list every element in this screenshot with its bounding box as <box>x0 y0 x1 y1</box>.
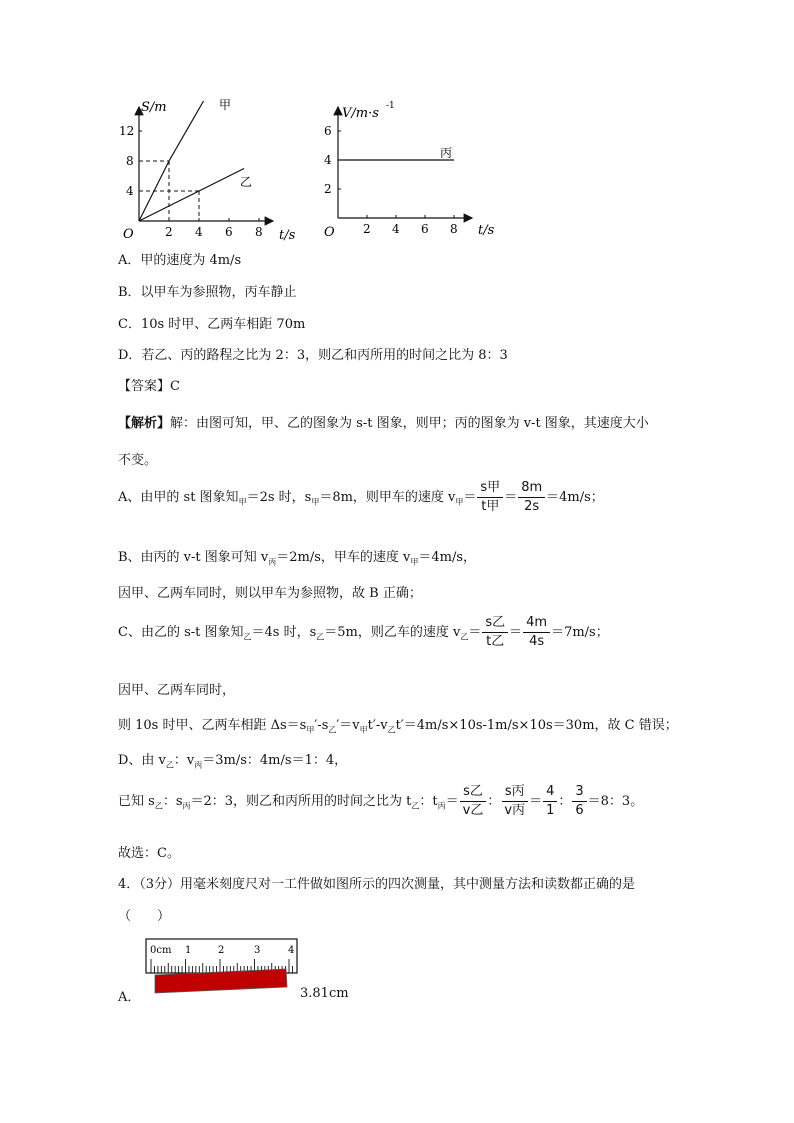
analysis-d2: 已知 $s_乙$：$s_丙=2$：3，则乙和丙所用的时间之比为 $t_乙$：$t_丙=$ $\frac{\text{s乙}}{\text{v乙}}$ ： $\frac{\text{s丙}}{\text{v丙}}$ ＝ $\frac{4}{1}$ ： $\frac{3}{6}$ ＝8：3。 <box>118 784 644 818</box>
x-axis-label: t/s <box>478 223 495 238</box>
x-tick-label: 2 <box>363 222 371 236</box>
fraction: $\frac{8m}{2s}$ <box>518 481 545 514</box>
y-tick-label: 4 <box>126 184 134 198</box>
option-b: B．以甲车为参照物，丙车静止 <box>118 285 297 300</box>
q4-option-a: A． <box>118 990 141 1005</box>
fraction: $\frac{3}{6}$ <box>572 785 586 818</box>
analysis-line-1: 【解析】解：由图可知，甲、乙的图象为 s-t 图象，则甲；丙的图象为 v-t 图象，其速度大小 <box>118 416 649 431</box>
ruler-unit-label: 0cm <box>150 945 172 956</box>
series-line-1 <box>139 169 244 222</box>
analysis-line-2: 不变。 <box>118 453 158 468</box>
fraction: $\frac{4}{1}$ <box>543 785 557 818</box>
fraction: $\frac{4m}{4s}$ <box>523 616 550 649</box>
ruler-label-2: 2 <box>218 945 225 956</box>
fraction: $\frac{\text{s乙}}{\text{v乙}}$ <box>460 785 487 818</box>
x-tick-label: 2 <box>165 225 173 239</box>
analysis-d1: D、由 $v_乙$：$v_丙=3m/s$：4m/s＝1：4， <box>118 753 348 770</box>
answer: 【答案】C <box>118 379 180 394</box>
analysis-label: 【解析】 <box>118 416 171 431</box>
origin-label: O <box>324 225 335 240</box>
vt-graph <box>318 95 503 245</box>
y-axis-label-sup: -1 <box>386 101 395 111</box>
y-tick-label: 12 <box>119 124 135 138</box>
ruler-label-4: 4 <box>288 945 295 956</box>
option-a: A．甲的速度为 4m/s <box>118 253 242 268</box>
ruler-label-1: 1 <box>185 945 192 956</box>
series-label-jia: 甲 <box>219 98 232 112</box>
y-tick-label: 6 <box>324 124 332 138</box>
y-axis-label: V/m·s <box>342 106 379 121</box>
option-d: D．若乙、丙的路程之比为 2：3，则乙和丙所用的时间之比为 8：3 <box>118 348 508 363</box>
x-tick-label: 4 <box>392 222 400 236</box>
ruler-figure <box>140 935 310 997</box>
analysis-conclusion: 故选：C。 <box>118 846 180 861</box>
analysis-a: A、由甲的 st 图象知$_甲$＝2s 时，$s_甲=8m$，则甲车的速度 $v_甲=$ $\frac{\text{s甲}}{\text{t甲}}$ ＝ $\frac{8m}{2s}$ ＝4m/s； <box>118 480 604 514</box>
x-tick-label: 4 <box>195 225 203 239</box>
y-tick-label: 2 <box>324 182 332 196</box>
fraction: $\frac{\text{s乙}}{\text{t乙}}$ <box>482 616 508 649</box>
x-tick-label: 6 <box>421 222 429 236</box>
y-tick-label: 8 <box>126 154 134 168</box>
x-tick-label: 8 <box>255 225 263 239</box>
q4-paren: （ ） <box>118 909 171 924</box>
analysis-b1: B、由丙的 v-t 图象可知 $v_丙=2m/s$，甲车的速度 $v_甲=4m/s$， <box>118 550 477 567</box>
x-tick-label: 6 <box>225 225 233 239</box>
y-axis-label: S/m <box>141 100 167 115</box>
fraction: $\frac{\text{s甲}}{\text{t甲}}$ <box>477 481 503 514</box>
analysis-c2: 因甲、乙两车同时， <box>118 683 236 698</box>
series-label-yi: 乙 <box>240 175 253 189</box>
origin-label: O <box>123 227 134 242</box>
y-tick-label: 4 <box>324 153 332 167</box>
analysis-c1: C、由乙的 s-t 图象知$_乙$＝4s 时，$s_乙=5m$，则乙车的速度 $v_乙=$ $\frac{\text{s乙}}{\text{t乙}}$ ＝ $\frac{4m}{4s}$ ＝7m/s； <box>118 615 609 649</box>
x-tick-label: 8 <box>450 222 458 236</box>
series-label-bing: 丙 <box>440 146 453 160</box>
fraction: $\frac{\text{s丙}}{\text{v丙}}$ <box>501 785 528 818</box>
x-axis-label: t/s <box>279 228 296 243</box>
st-graph <box>115 95 300 245</box>
q4-stem: 4．（3分）用毫米刻度尺对一工件做如图所示的四次测量，其中测量方法和读数都正确的是 <box>118 877 636 892</box>
ruler-label-3: 3 <box>254 945 261 956</box>
analysis-b2: 因甲、乙两车同时，则以甲车为参照物，故 B 正确； <box>118 586 422 601</box>
analysis-c3: 则 10s 时甲、乙两车相距 $\Delta s=s_甲'-s_乙'=v_甲t'-v_乙t'=4m/s\times 10s-1m/s\times 10s=30m$，故 C 错误； <box>118 718 678 735</box>
option-c: C．10s 时甲、乙两车相距 70m <box>118 317 306 332</box>
q4-reading-a: 3.81cm <box>300 986 349 1001</box>
